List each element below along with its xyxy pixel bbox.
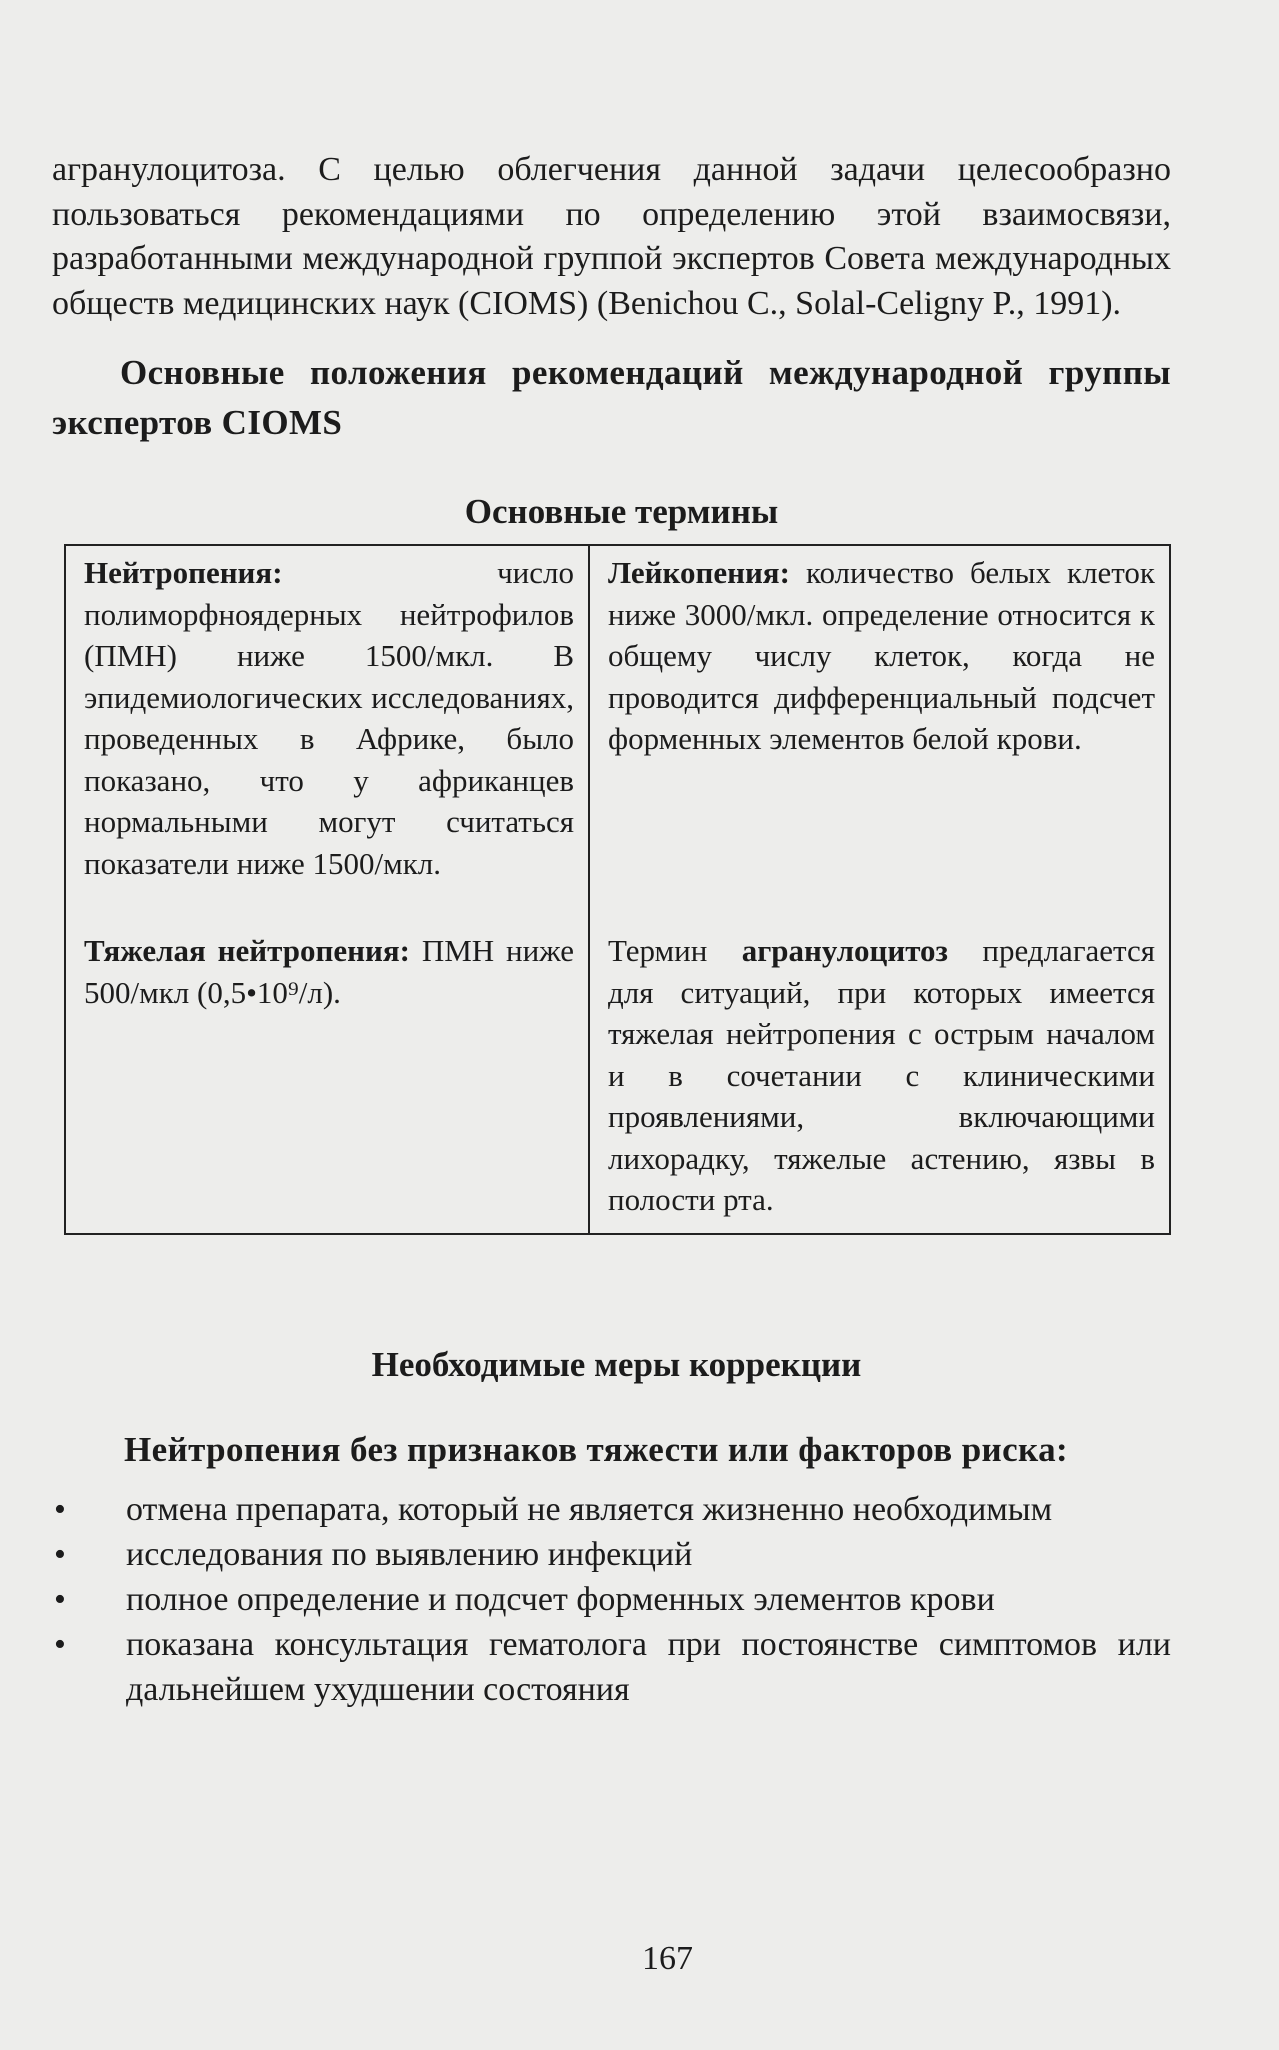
terms-row-1 xyxy=(65,545,1170,910)
bullet-icon: • xyxy=(54,1490,66,1528)
severe-neutropenia-cell xyxy=(65,910,589,1234)
list-item-text: показана консультация гематолога при постоянстве симптомов или дальнейшем ухудшении состояния xyxy=(126,1625,1171,1708)
terms-table xyxy=(64,544,1171,1235)
severe-neutropenia-definition: ПМН ниже 500/мкл (0,5•10⁹/л). xyxy=(84,933,574,1010)
leukopenia-cell xyxy=(589,545,1170,910)
severe-neutropenia-term: Тяжелая нейтропения: xyxy=(84,933,410,968)
neutropenia-cell xyxy=(65,545,589,910)
section-heading: Основные положения рекомендаций международной группы экспертов CIOMS xyxy=(52,353,1171,442)
agranulocytosis-definition: предлагается для ситуаций, при которых имеется тяжелая нейтропения с острым началом и в сочетании с клиническими проявлениями, включающими лихорадку, тяжелые астению, язвы в полости рта. xyxy=(608,933,1155,1217)
measures-list xyxy=(52,1487,1171,1712)
neutropenia-term: Нейтропения: xyxy=(84,555,283,590)
list-item-text: отмена препарата, который не является жизненно необходимым xyxy=(126,1490,1053,1528)
measures-heading: Необходимые меры коррекции xyxy=(371,1344,862,1384)
list-item-text: полное определение и подсчет форменных элементов крови xyxy=(126,1580,995,1618)
list-item xyxy=(52,1487,1171,1532)
agranulocytosis-cell xyxy=(589,910,1170,1234)
neutropenia-definition: число полиморфноядерных нейтрофилов (ПМН) ниже 1500/мкл. В эпидемиологических исследованиях, проведенных в Африке, было показано, что у африканцев нормальными могут считаться показатели ниже 1500/мкл. xyxy=(84,555,574,881)
no-signs-heading: Нейтропения без признаков тяжести или факторов риска: xyxy=(124,1429,1069,1469)
terms-heading: Основные термины xyxy=(464,492,779,531)
leukopenia-term: Лейкопения: xyxy=(608,555,790,590)
agranulocytosis-prefix: Термин xyxy=(608,933,742,968)
list-item xyxy=(52,1622,1171,1712)
list-item xyxy=(52,1577,1171,1622)
bullet-icon: • xyxy=(54,1625,66,1663)
bullet-icon: • xyxy=(54,1535,66,1573)
leukopenia-definition: количество белых клеток ниже 3000/мкл. определение относится к общему числу клеток, когда не проводится дифференциальный подсчет форменных элементов белой крови. xyxy=(608,555,1155,756)
agranulocytosis-term: агранулоцитоз xyxy=(741,933,949,968)
page-number: 167 xyxy=(642,1940,693,1977)
terms-row-2 xyxy=(65,910,1170,1234)
intro-paragraph: агранулоцитоза. С целью облегчения данной задачи целесообразно пользоваться рекомендациями по определению этой взаимосвязи, разработанными международной группой экспертов Совета международных обществ медицинских наук (CIOMS) (Benichou C., Solal-Celigny P., 1991). xyxy=(52,151,1171,322)
list-item-text: исследования по выявлению инфекций xyxy=(126,1535,693,1573)
list-item xyxy=(52,1532,1171,1577)
bullet-icon: • xyxy=(54,1580,66,1618)
